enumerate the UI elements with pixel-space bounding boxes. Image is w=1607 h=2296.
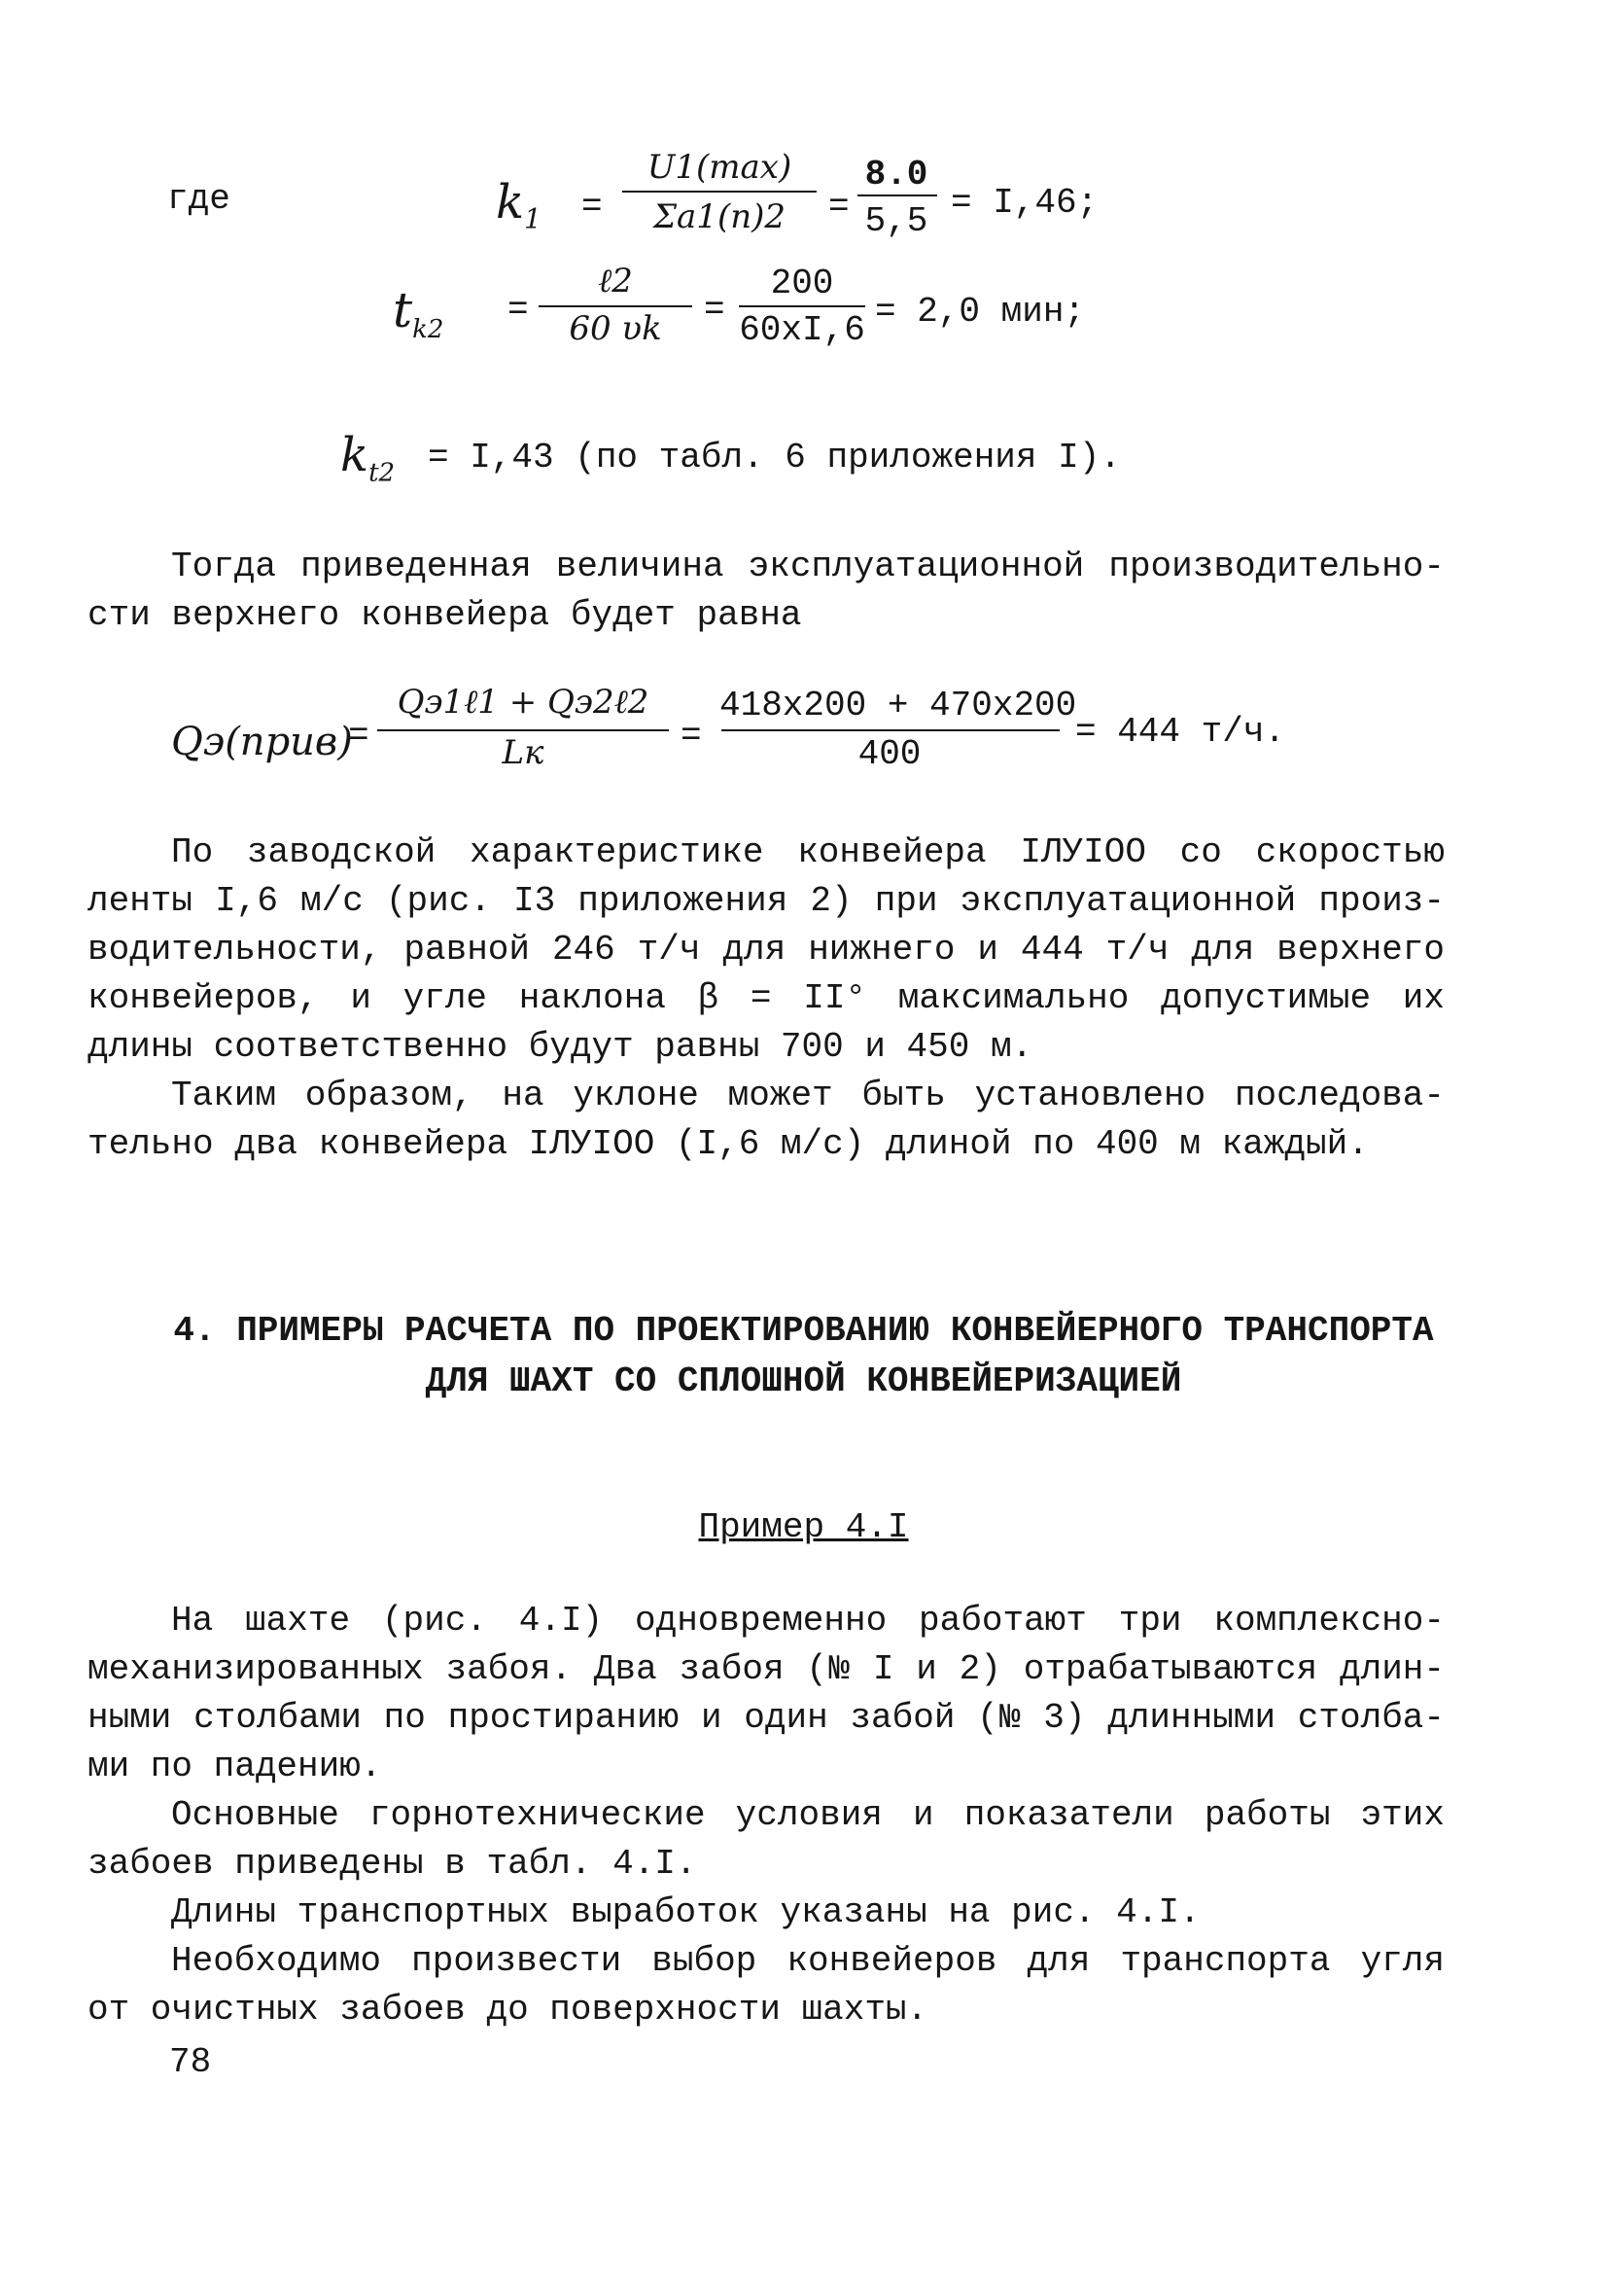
q-prived-value-fraction [719,686,1077,784]
kt2-value: = I,43 (по табл. 6 приложения I). [428,438,1121,477]
tk2-symbol-letter: t [393,282,413,338]
q-prived-value-denominator: 400 [857,734,922,774]
k1-value-denominator: 5,5 [864,201,928,241]
paragraph-6-line-1: Длины транспортных выработок указаны на рис. 4.I. [171,1892,1201,1932]
paragraph-1-line-1: Тогда приведенная величина эксплуатационной производительно- [171,547,1445,586]
k1-fraction [622,146,817,245]
tk2-denominator: 60 υk [569,309,662,348]
paragraph-2-line-1: По заводской характеристике конвейера IЛУIОО со скоростью [171,832,1445,872]
q-prived-numerator: Qэ1ℓ1 + Qэ2ℓ2 [397,683,649,722]
q-prived-fraction [377,681,669,782]
paragraph-2-line-5: длины соответственно будут равны 700 и 450 м. [87,1027,1033,1067]
k1-numerator: U1(max) [646,148,792,187]
paragraph-7-line-2: от очистных забоев до поверхности шахты. [87,1990,928,2030]
tk2-symbol [393,282,443,344]
paragraph-5-line-2: забоев приведены в табл. 4.I. [87,1844,697,1884]
paragraph-4-line-2: механизированных забоя. Два забоя (№ I и 2) отрабатываются длин- [87,1649,1445,1689]
k1-value-fraction [856,156,937,249]
k1-symbol [496,175,541,235]
paragraph-4 [87,1597,1445,1791]
q-prived-symbol: Qэ(прив) [171,720,353,764]
kt2-symbol-letter: k [340,428,369,482]
paragraph-5 [87,1791,1445,1889]
tk2-value-denominator: 60xI,6 [739,310,865,350]
k1-result: = I,46; [951,183,1099,223]
paragraph-4-line-3: ными столбами по простиранию и один забой (№ 3) длинными столба- [87,1698,1445,1738]
paragraph-2-line-3: водительности, равной 246 т/ч для нижнего и 444 т/ч для верхнего [87,930,1445,970]
paragraph-5-line-1: Основные горнотехнические условия и показатели работы этих [171,1795,1445,1835]
paragraph-3-line-1: Таким образом, на уклоне может быть установлено последова- [171,1076,1445,1115]
paragraph-4-line-4: ми по падению. [87,1747,382,1786]
paragraph-4-line-1: На шахте (рис. 4.I) одновременно работают три комплексно- [171,1601,1445,1641]
tk2-numerator: ℓ2 [598,262,633,300]
tk2-result: = 2,0 мин; [875,292,1086,332]
paragraph-3-line-2: тельно два конвейера IЛУIОО (I,6 м/с) длиной по 400 м каждый. [87,1124,1369,1164]
tk2-value-fraction [739,265,865,358]
tk2-fraction [539,261,692,356]
k1-value-numerator: 8.0 [864,155,928,194]
k1-symbol-sub: 1 [524,202,541,235]
paragraph-7 [87,1937,1445,2034]
q-prived-denominator: Lк [502,733,544,772]
paragraph-6 [171,1889,1445,1937]
k1-denominator: Σa1(n)2 [653,197,786,236]
k1-symbol-letter: k [496,175,525,230]
paragraph-2 [87,829,1445,1072]
paragraph-2-line-4: конвейеров, и угле наклона β = II° максимально допустимые их [87,978,1445,1018]
page-number: 78 [169,2042,212,2082]
q-prived-result: = 444 т/ч. [1075,712,1286,752]
tk2-value-numerator: 200 [770,264,834,303]
paragraph-1 [87,543,1445,640]
kt2-symbol [340,428,395,488]
tk2-symbol-sub: k2 [412,315,444,344]
paragraph-1-line-2: сти верхнего конвейера будет равна [87,595,802,635]
kt2-symbol-sub: t2 [368,458,396,488]
section-heading-line-2: ДЛЯ ШАХТ СО СПЛОШНОЙ КОНВЕЙЕРИЗАЦИЕЙ [425,1361,1182,1401]
q-prived-value-numerator: 418x200 + 470x200 [719,686,1077,725]
where-label: где [167,179,230,219]
example-title: Пример 4.I [698,1507,909,1547]
paragraph-3 [87,1072,1445,1169]
section-heading-line-1: 4. ПРИМЕРЫ РАСЧЕТА ПО ПРОЕКТИРОВАНИЮ КОНВЕЙЕРНОГО ТРАНСПОРТА [173,1311,1434,1351]
paragraph-2-line-2: ленты I,6 м/с (рис. I3 приложения 2) при эксплуатационной произ- [87,881,1445,921]
paragraph-7-line-1: Необходимо произвести выбор конвейеров для транспорта угля [171,1941,1445,1981]
